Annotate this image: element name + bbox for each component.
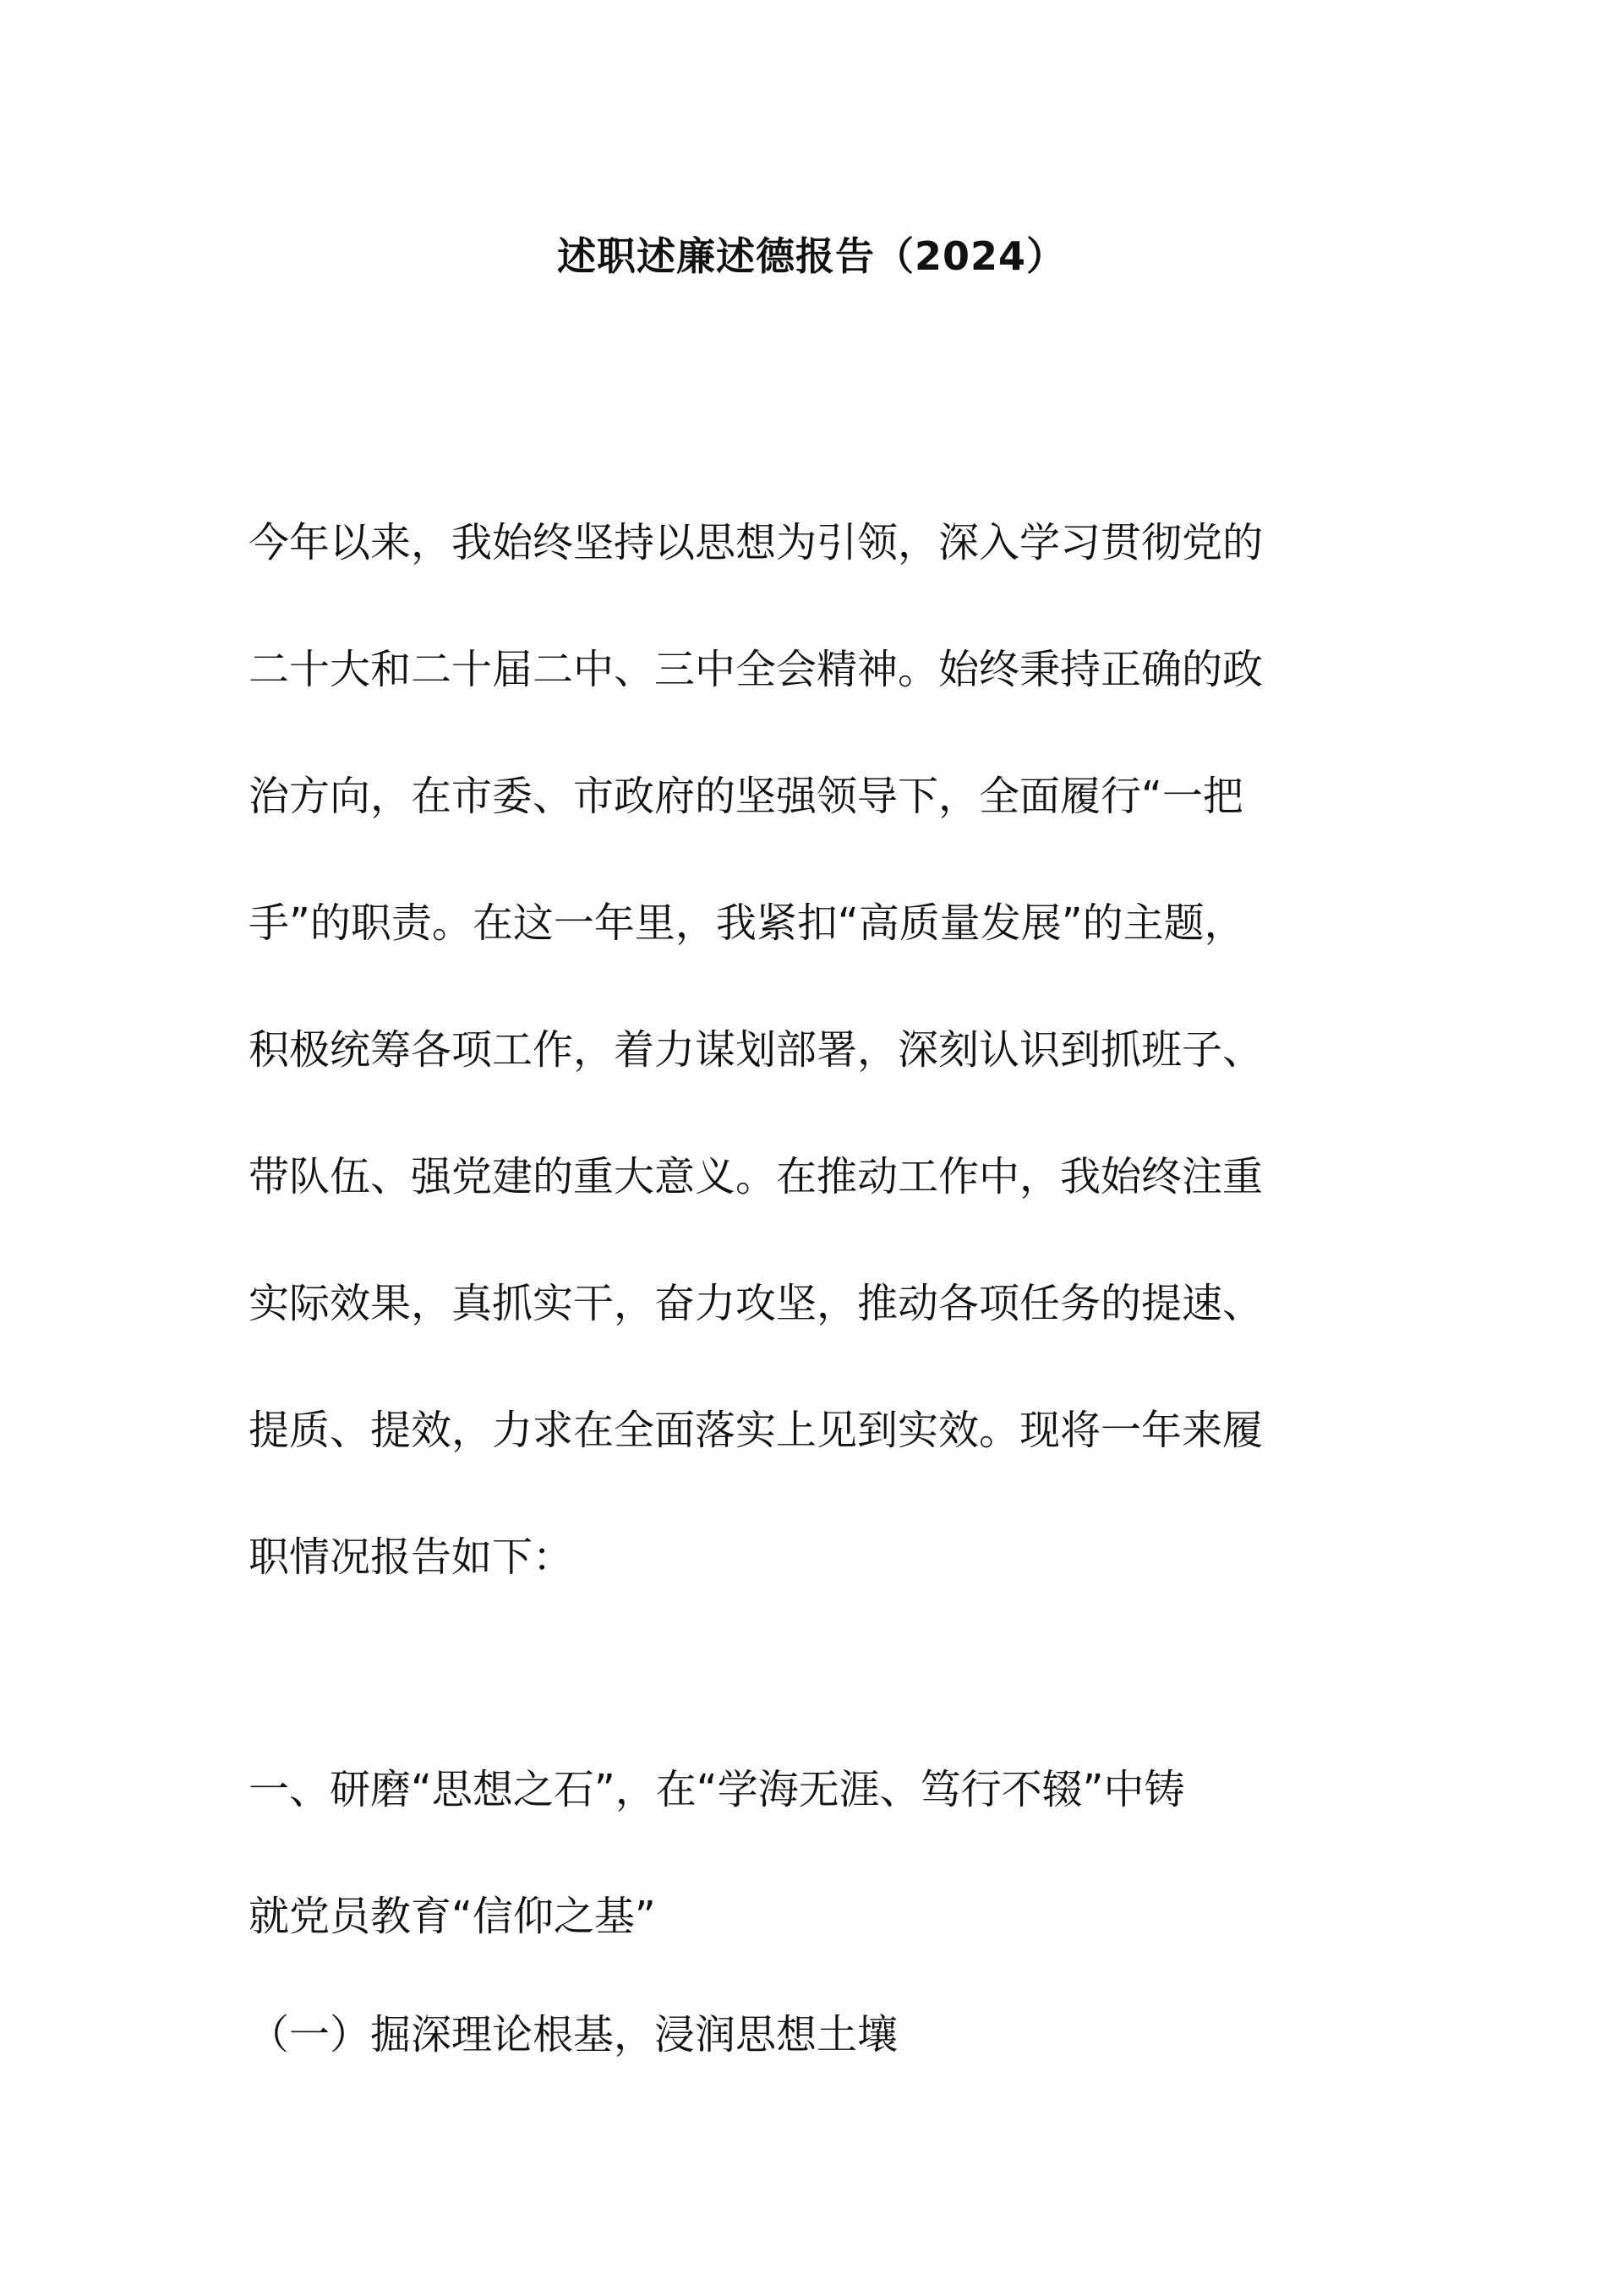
intro-line: 职情况报告如下： [249,1533,574,1581]
section-heading-line: 一、研磨“思想之石”，在“学海无涯、笃行不辍”中铸 [249,1766,1185,1813]
intro-line: 实际效果，真抓实干，奋力攻坚，推动各项任务的提速、 [249,1280,1264,1327]
intro-line: 带队伍、强党建的重大意义。在推动工作中，我始终注重 [249,1153,1264,1200]
intro-line: 手”的职责。在这一年里，我紧扣“高质量发展”的主题， [249,899,1245,947]
subsection-heading: （一）掘深理论根基，浸润思想土壤 [249,2011,899,2058]
intro-line: 积极统筹各项工作，着力谋划部署，深刻认识到抓班子、 [249,1026,1264,1074]
section-heading-line: 就党员教育“信仰之基” [249,1893,656,1940]
intro-line: 提质、提效，力求在全面落实上见到实效。现将一年来履 [249,1407,1264,1454]
document-title: 述职述廉述德报告（2024） [556,233,1067,279]
intro-line: 二十大和二十届二中、三中全会精神。始终秉持正确的政 [249,646,1264,693]
intro-line: 治方向，在市委、市政府的坚强领导下，全面履行“一把 [249,773,1243,820]
intro-line: 今年以来，我始终坚持以思想为引领，深入学习贯彻党的 [249,519,1264,566]
